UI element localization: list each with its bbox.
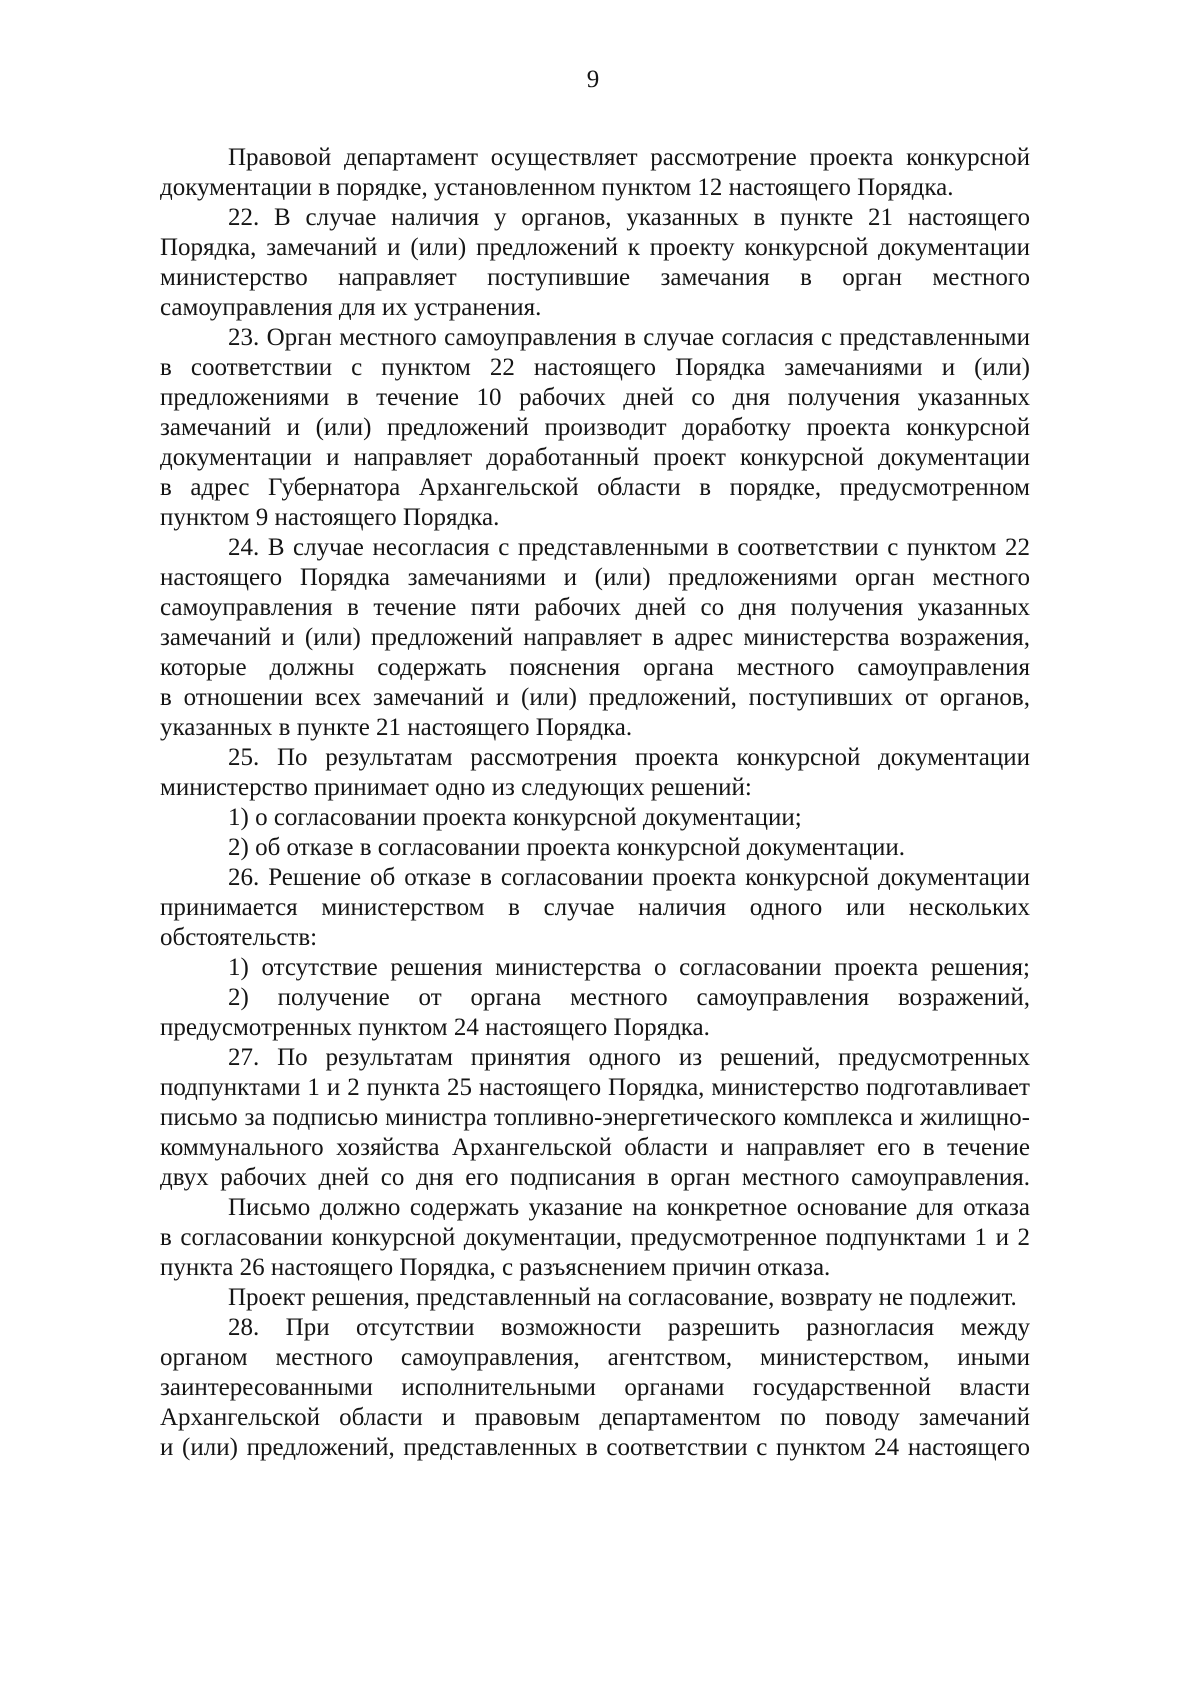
clause-24: [160, 533, 1030, 743]
text-line: 28. При отсутствии возможности разрешить разногласия между: [228, 1314, 1030, 1341]
paragraph: [160, 1193, 1030, 1283]
clause-28: [160, 1313, 1030, 1463]
text-line: обстоятельств:: [160, 924, 318, 951]
text-line: самоуправления в течение пяти рабочих дней со дня получения указанных: [160, 594, 1030, 621]
text-line: 2) об отказе в согласовании проекта конкурсной документации.: [228, 834, 906, 861]
document-body: [160, 143, 1030, 1463]
text-line: в соответствии с пунктом 22 настоящего Порядка замечаниями и (или): [160, 354, 1030, 381]
text-line: письмо за подписью министра топливно-энергетического комплекса и жилищно-: [160, 1104, 1030, 1131]
text-line: пунктом 9 настоящего Порядка.: [160, 504, 500, 531]
text-line: принимается министерством в случае наличия одного или нескольких: [160, 894, 1030, 921]
paragraph: [160, 1283, 1030, 1313]
subclause-26-1: [160, 953, 1030, 983]
text-line: Правовой департамент осуществляет рассмотрение проекта конкурсной: [228, 144, 1030, 171]
text-line: которые должны содержать пояснения органа местного самоуправления: [160, 654, 1030, 681]
text-line: 2) получение от органа местного самоуправления возражений,: [228, 984, 1030, 1011]
text-line: замечаний и (или) предложений производит доработку проекта конкурсной: [160, 414, 1030, 441]
text-line: в отношении всех замечаний и (или) предложений, поступивших от органов,: [160, 684, 1030, 711]
text-line: Проект решения, представленный на согласование, возврату не подлежит.: [228, 1284, 1017, 1311]
text-line: 26. Решение об отказе в согласовании проекта конкурсной документации: [228, 864, 1030, 891]
text-line: министерство направляет поступившие замечания в орган местного: [160, 264, 1030, 291]
text-line: предложениями в течение 10 рабочих дней со дня получения указанных: [160, 384, 1030, 411]
text-line: заинтересованными исполнительными органами государственной власти: [160, 1374, 1030, 1401]
clause-27: [160, 1043, 1030, 1193]
text-line: 23. Орган местного самоуправления в случае согласия с представленными: [228, 324, 1030, 351]
text-line: 24. В случае несогласия с представленными в соответствии с пунктом 22: [228, 534, 1030, 561]
paragraph: [160, 143, 1030, 203]
clause-23: [160, 323, 1030, 533]
subclause-25-2: [160, 833, 1030, 863]
text-line: настоящего Порядка замечаниями и (или) предложениями орган местного: [160, 564, 1030, 591]
subclause-26-2: [160, 983, 1030, 1043]
text-line: 27. По результатам принятия одного из решений, предусмотренных: [228, 1044, 1030, 1071]
text-line: Письмо должно содержать указание на конкретное основание для отказа: [228, 1194, 1030, 1221]
subclause-25-1: [160, 803, 1030, 833]
text-line: подпунктами 1 и 2 пункта 25 настоящего Порядка, министерство подготавливает: [160, 1074, 1030, 1101]
text-line: 22. В случае наличия у органов, указанных в пункте 21 настоящего: [228, 204, 1030, 231]
clause-26: [160, 863, 1030, 953]
text-line: документации в порядке, установленном пунктом 12 настоящего Порядка.: [160, 174, 954, 201]
text-line: 1) отсутствие решения министерства о согласовании проекта решения;: [228, 954, 1030, 981]
text-line: 1) о согласовании проекта конкурсной документации;: [228, 804, 802, 831]
text-line: в согласовании конкурсной документации, предусмотренное подпунктами 1 и 2: [160, 1224, 1030, 1251]
text-line: в адрес Губернатора Архангельской области в порядке, предусмотренном: [160, 474, 1030, 501]
text-line: замечаний и (или) предложений направляет в адрес министерства возражения,: [160, 624, 1030, 651]
page-number: 9: [586, 66, 600, 93]
text-line: самоуправления для их устранения.: [160, 294, 542, 321]
text-line: и (или) предложений, представленных в соответствии с пунктом 24 настоящего: [160, 1434, 1030, 1461]
text-line: пункта 26 настоящего Порядка, с разъяснением причин отказа.: [160, 1254, 831, 1281]
text-line: предусмотренных пунктом 24 настоящего Порядка.: [160, 1014, 710, 1041]
text-line: органом местного самоуправления, агентством, министерством, иными: [160, 1344, 1030, 1371]
text-line: Порядка, замечаний и (или) предложений к проекту конкурсной документации: [160, 234, 1030, 261]
text-line: Архангельской области и правовым департаментом по поводу замечаний: [160, 1404, 1030, 1431]
clause-22: [160, 203, 1030, 323]
clause-25: [160, 743, 1030, 803]
text-line: двух рабочих дней со дня его подписания в орган местного самоуправления.: [160, 1164, 1030, 1191]
text-line: коммунального хозяйства Архангельской области и направляет его в течение: [160, 1134, 1030, 1161]
text-line: 25. По результатам рассмотрения проекта конкурсной документации: [228, 744, 1030, 771]
text-line: министерство принимает одно из следующих решений:: [160, 774, 752, 801]
text-line: документации и направляет доработанный проект конкурсной документации: [160, 444, 1030, 471]
text-line: указанных в пункте 21 настоящего Порядка.: [160, 714, 633, 741]
